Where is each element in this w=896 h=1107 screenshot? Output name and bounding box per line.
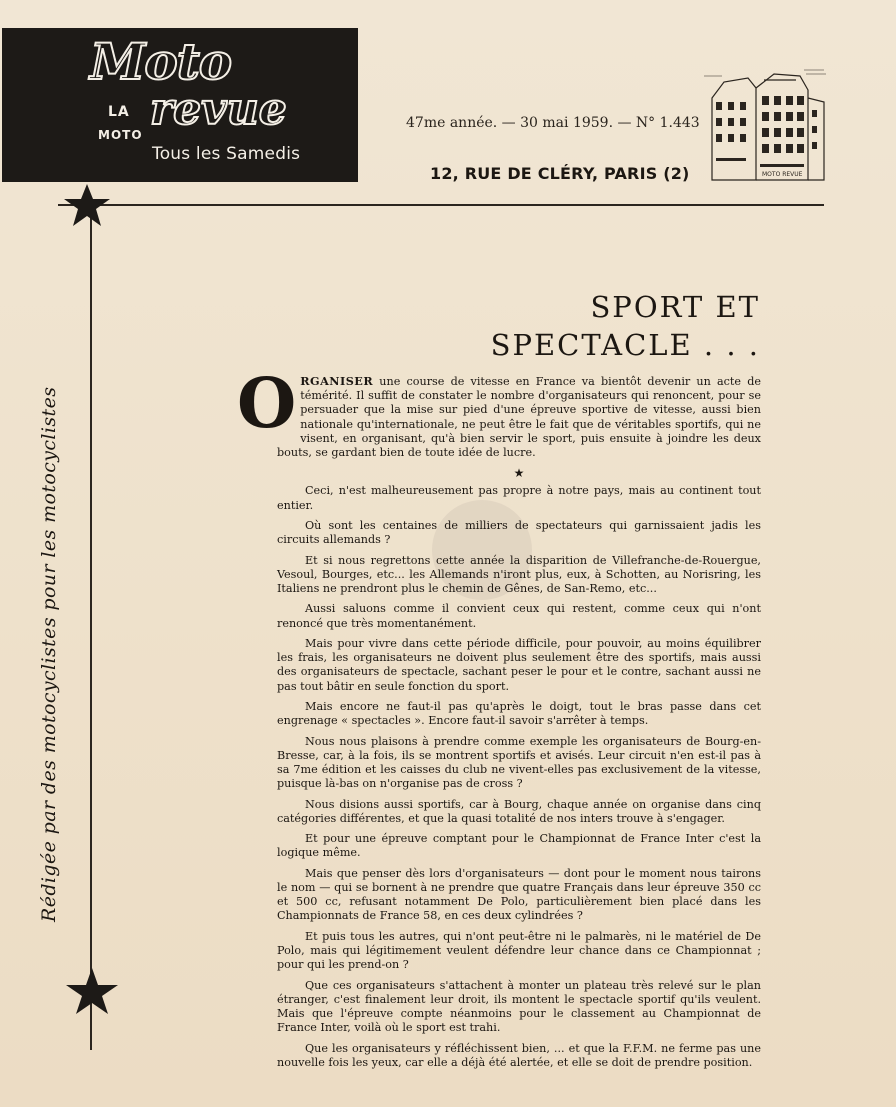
article-title-line-1: SPORT ET [590, 290, 760, 324]
article-paragraph: Nous disions aussi sportifs, car à Bourg, chaque année on organise dans cinq catégories différentes, et que la quasi totalité de nos inters trouve à s'engager. [277, 797, 761, 825]
article-title [491, 288, 760, 364]
article-paragraph: Que ces organisateurs s'attachent à monter un plateau très relevé sur le plan étranger, c'est finalement leur droit, ils montent le spectacle sportif qu'ils veulent. Mais que l'épreuve compte néanmoins pour le classement au Championnat de France Inter, voilà où le sport est trahi. [277, 978, 761, 1035]
article-body [237, 364, 761, 1076]
star-ornament-icon [64, 966, 120, 1016]
star-ornament-icon [62, 182, 112, 228]
article-title-line-2: SPECTACLE . . . [490, 328, 760, 362]
issue-date-line: 47me année. — 30 mai 1959. — N° 1.443 [406, 115, 700, 131]
article-paragraph: Et si nous regrettons cette année la disparition de Villefranche-de-Rouergue, Vesoul, Bourges, etc... les Allemands n'iront plus, eux, à Schotten, au Norisring, les Italiens ne prendront plus le chemin de Gênes, de San-Remo, etc... [277, 553, 761, 596]
header-divider-rule [58, 204, 824, 206]
article-paragraph: Et pour une épreuve comptant pour le Championnat de France Inter c'est la logique même. [277, 832, 761, 860]
publisher-address: 12, RUE DE CLÉRY, PARIS (2) [430, 164, 690, 183]
section-separator-star: ★ [513, 466, 525, 481]
logo-moto-text: Moto [90, 32, 232, 91]
vertical-divider-rule [90, 210, 92, 1050]
article-paragraph: Aussi saluons comme il convient ceux qui restent, comme ceux qui n'ont renoncé que très momentanément. [277, 602, 761, 630]
article-paragraphs [277, 484, 761, 1070]
article-lead-bold: RGANISER [300, 374, 374, 388]
logo-revue-text: revue [150, 84, 287, 135]
building-sign-text: MOTO REVUE [762, 171, 803, 178]
article-paragraph: Nous nous plaisons à prendre comme exemple les organisateurs de Bourg-en-Bresse, car, à la fois, ils se montrent sportifs et avisés. Leur circuit n'en est-il pas à sa 7me édition et les caisses du club ne vivent-elles pas exclusivement de la vitesse, puisque là-bas on n'organise pas de cross ? [277, 734, 761, 791]
article-paragraph: Ceci, n'est malheureusement pas propre à notre pays, mais au continent tout entier. [277, 484, 761, 512]
building-illustration [704, 68, 828, 184]
article-paragraph: Mais pour vivre dans cette période difficile, pour pouvoir, au moins équilibrer les frais, les organisateurs ne doivent plus seulement être des sportifs, mais aussi des organisateurs de spectacle, sachant peser le pour et le contre, sachant aussi ne pas tout bâtir en seule fonction du sport. [277, 637, 761, 693]
masthead-logo-block [2, 28, 358, 182]
article-lead-text: une course de vitesse en France va bientôt devenir un acte de témérité. Il suffit de constater le nombre d'organisateurs qui renoncent, pour se persuader que la mise sur pied d'une épreuve sportive de vitesse, aussi bien nationale qu'internationale, ne peut être le fait que de véritables sportifs, qui ne visent, en organisant, qu'à bien servir le sport, puis ensuite à joindre les deux bouts, se gardant bien de toute idée de lucre. [277, 375, 761, 460]
side-motto: Rédigée par des motocyclistes pour les motocyclistes [38, 386, 60, 922]
article-paragraph: Mais que penser dès lors d'organisateurs — dont pour le moment nous tairons le nom — qui se bornent à ne prendre que quatre Français dans leur épreuve 350 cc et 500 cc, refusant notamment De Polo, particulièrement bien placé dans les Championnats de France 58, en ces deux cylindrées ? [277, 866, 761, 923]
article-paragraph: Mais encore ne faut-il pas qu'après le doigt, tout le bras passe dans cet engrenage « spectacles ». Encore faut-il savoir s'arrêter à temps. [277, 700, 761, 728]
article-paragraph: Où sont les centaines de milliers de spectateurs qui garnissaient jadis les circuits allemands ? [277, 519, 761, 547]
article-paragraph: Que les organisateurs y réfléchissent bien, ... et que la F.F.M. ne ferme pas une nouvelle fois les yeux, car elle a déjà été alertée, et elle se doit de prendre position. [277, 1041, 761, 1069]
article-dropcap: O [237, 364, 297, 444]
masthead-tagline: Tous les Samedis [152, 144, 301, 164]
article-paragraph: Et puis tous les autres, qui n'ont peut-être ni le palmarès, ni le matériel de De Polo, mais qui légitimement veulent défendre leur chance dans ce Championnat ; pour qui les prend-on ? [277, 929, 761, 972]
logo-la-text: LA [108, 104, 130, 120]
logo-moto-small-text: MOTO [98, 128, 143, 142]
article-lead-paragraph [237, 364, 761, 460]
